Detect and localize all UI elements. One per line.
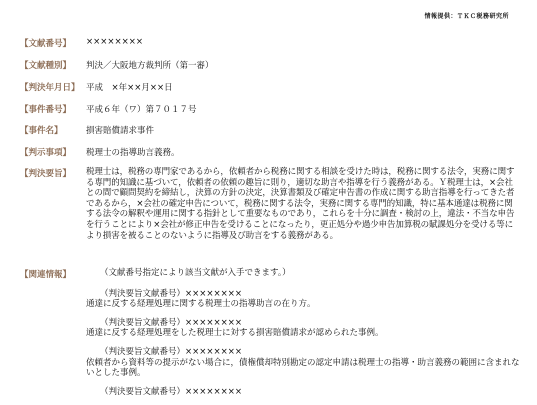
doc-type-value: 判決／大阪地方裁判所（第一審） <box>86 61 214 71</box>
case-name-label: 【事件名】 <box>20 126 63 136</box>
case-number-label: 【事件番号】 <box>20 105 72 115</box>
case-name-value: 損害賠償請求事件 <box>86 126 155 136</box>
related-summary: 通達に反する経理処理に関する税理士の指導助言の在り方。 <box>86 299 316 310</box>
related-ref[interactable]: （判決要旨文献番号）×××××××× <box>100 346 242 357</box>
case-number-value: 平成６年（ワ）第７０１７号 <box>86 105 197 115</box>
list-item <box>86 318 526 339</box>
related-summary: 依頼者から資料等の提示がない場合に，債権償却特別勘定の認定申請は税理士の指導・助言義務の範囲に含まれないとした事例。 <box>86 357 520 379</box>
related-ref[interactable]: （判決要旨文献番号）×××××××× <box>100 386 242 397</box>
related-label: 【関連情報】 <box>20 270 72 280</box>
issue-label: 【判示事項】 <box>20 148 72 158</box>
doc-number-value: ×××××××× <box>86 37 143 47</box>
date-value: 平成 ×年××月××日 <box>86 83 173 93</box>
related-summary: 通達に反する経理処理をした税理士に対する損害賠償請求が認められた事例。 <box>86 328 384 339</box>
date-label: 【判決年月日】 <box>20 83 80 93</box>
list-item <box>86 387 526 398</box>
summary-label: 【判決要旨】 <box>20 169 72 179</box>
summary-text: 税理士は，税務の専門家であるから，依頼者から税務に関する相談を受けた時は，税務に関する法令，実務に関する専門的知識に基づいて，依頼者の依頼の趣旨に則り，適切な助言や指導を行う義務がある。Ｙ税理士は，×会社との間で顧問契約を締結し，決算の方針の決定，決算書類及び確定申告書の作成に関する助言指導を行ってきた者であるから，×会社の確定申告について，税務に関する法令，実務に関する専門的知識，特に基本通達は税務に関する法令の解釈や運用に関する指針として重要なものであり，これらを十分に調査・検討の上，違法・不当な申告を行うことにより×会社が修正申告を受けることになったり，更正処分や過少申告加算税の賦課処分を受ける等により損害を被ることのないように指導及び助言をする義務がある。 <box>86 167 515 241</box>
related-list <box>86 268 526 397</box>
list-item <box>86 289 526 310</box>
related-ref[interactable]: （判決要旨文献番号）×××××××× <box>100 317 242 328</box>
related-note: （文献番号指定により該当文献が入手できます。） <box>100 268 291 278</box>
provider-credit: 情報提供：ＴＫＣ税務研究所 <box>424 13 509 20</box>
related-ref[interactable]: （判決要旨文献番号）×××××××× <box>100 288 242 299</box>
issue-value: 税理士の指導助言義務。 <box>86 148 180 158</box>
doc-type-label: 【文献種別】 <box>20 61 72 71</box>
doc-number-label: 【文献番号】 <box>20 39 72 49</box>
list-item <box>86 347 526 379</box>
